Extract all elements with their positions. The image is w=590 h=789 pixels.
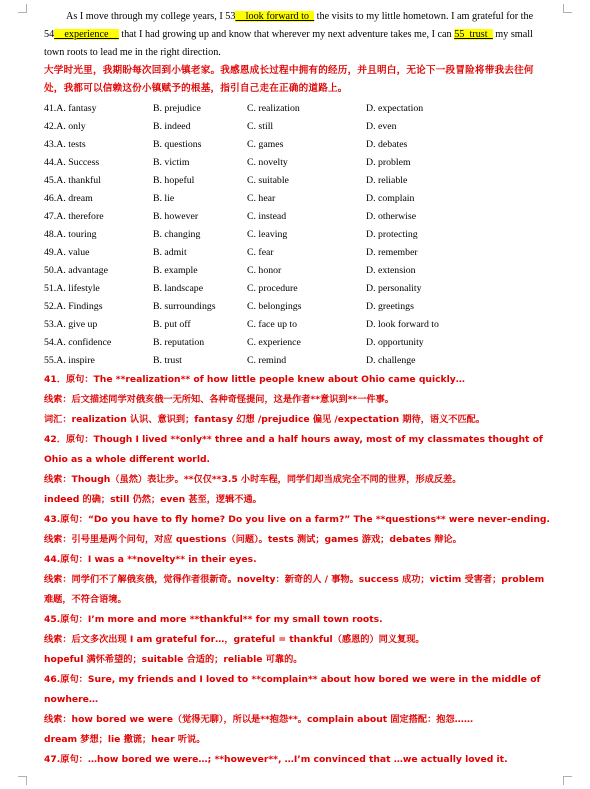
explanation-line: 46.原句：Sure, my friends and I loved to **complain** about how bored we were in the middle of nowhere… xyxy=(44,674,541,705)
option-a: 41.A. fantasy xyxy=(44,103,97,114)
page-corner-mark xyxy=(563,4,572,13)
option-a: 43.A. tests xyxy=(44,139,86,150)
option-row xyxy=(44,298,552,316)
option-d: D. complain xyxy=(366,193,415,204)
option-c: C. face up to xyxy=(247,319,298,330)
option-c: C. procedure xyxy=(247,283,298,294)
option-a: 42.A. only xyxy=(44,121,86,132)
explanation-line: 45.原句：I’m more and more **thankful** for my small town roots. xyxy=(44,614,383,625)
option-b: B. victim xyxy=(153,157,190,168)
option-row xyxy=(44,226,552,244)
option-d: D. look forward to xyxy=(366,319,439,330)
option-row xyxy=(44,190,552,208)
explanation-line: dream 梦想；lie 撒谎；hear 听说。 xyxy=(44,734,206,745)
option-c: C. fear xyxy=(247,247,274,258)
explanation-line: 线索：Though（虽然）表让步。**仅仅**3.5 小时车程，同学们却当成完全不同的世界，形成反差。 xyxy=(44,474,462,485)
option-b: B. changing xyxy=(153,229,201,240)
option-d: D. remember xyxy=(366,247,418,258)
explanation-line: 线索：后文描述同学对俄亥俄一无所知、各种奇怪提问，这是作者**意识到**一件事。 xyxy=(44,394,394,405)
option-c: C. instead xyxy=(247,211,287,222)
option-d: D. otherwise xyxy=(366,211,417,222)
option-b: B. trust xyxy=(153,355,182,366)
option-d: D. problem xyxy=(366,157,411,168)
option-c: C. honor xyxy=(247,265,282,276)
option-c: C. novelty xyxy=(247,157,288,168)
explanation-line: 线索：后文多次出现 I am grateful for…，grateful = thankful（感恩的）同义复现。 xyxy=(44,634,425,645)
passage-paragraph xyxy=(44,8,552,62)
option-a: 45.A. thankful xyxy=(44,175,101,186)
option-d: D. challenge xyxy=(366,355,416,366)
option-row xyxy=(44,172,552,190)
option-a: 49.A. value xyxy=(44,247,90,258)
explanation-line: 线索：同学们不了解俄亥俄，觉得作者很新奇。novelty：新奇的人 / 事物。success 成功；victim 受害者；problem 难题，不符合语境。 xyxy=(44,574,545,605)
option-b: B. landscape xyxy=(153,283,204,294)
option-d: D. extension xyxy=(366,265,416,276)
option-row xyxy=(44,352,552,370)
explanation-line: 47.原句：…how bored we were…; **however**, …I’m convinced that …we actually loved it. xyxy=(44,754,508,765)
option-row xyxy=(44,100,552,118)
options-list xyxy=(44,100,552,370)
explanation-line: 41．原句：The **realization** of how little people knew about Ohio came quickly… xyxy=(44,374,465,385)
option-b: B. however xyxy=(153,211,199,222)
option-row xyxy=(44,208,552,226)
option-c: C. belongings xyxy=(247,301,302,312)
answer-blank-54: __experience__ xyxy=(54,29,119,40)
option-a: 51.A. lifestyle xyxy=(44,283,100,294)
passage-text: the visits to my little hometown. I am grateful for the 54 xyxy=(44,11,534,40)
option-d: D. opportunity xyxy=(366,337,424,348)
option-a: 44.A. Success xyxy=(44,157,100,168)
option-b: B. indeed xyxy=(153,121,191,132)
explanation-line: 线索：how bored we were（觉得无聊），所以是**抱怨**。complain about 固定搭配：抱怨…… xyxy=(44,714,474,725)
answer-blank-55: 55_trust_ xyxy=(454,29,493,40)
answer-blank-53: __look forward to_ xyxy=(235,11,315,22)
option-d: D. protecting xyxy=(366,229,418,240)
option-b: B. reputation xyxy=(153,337,205,348)
option-a: 55.A. inspire xyxy=(44,355,95,366)
option-b: B. example xyxy=(153,265,198,276)
passage-text: As I move through my college years, I 53 xyxy=(66,11,236,22)
explanation-line: hopeful 满怀希望的；suitable 合适的；reliable 可靠的。 xyxy=(44,654,303,665)
option-a: 54.A. confidence xyxy=(44,337,112,348)
option-c: C. remind xyxy=(247,355,287,366)
explanation-line: indeed 的确；still 仍然；even 甚至，逻辑不通。 xyxy=(44,494,262,505)
option-c: C. realization xyxy=(247,103,300,114)
option-d: D. greetings xyxy=(366,301,414,312)
option-c: C. experience xyxy=(247,337,301,348)
page-corner-mark xyxy=(563,776,572,785)
page-corner-mark xyxy=(18,776,27,785)
option-c: C. hear xyxy=(247,193,276,204)
option-c: C. suitable xyxy=(247,175,289,186)
option-b: B. admit xyxy=(153,247,187,258)
document-page xyxy=(44,8,552,770)
option-d: D. even xyxy=(366,121,397,132)
option-b: B. hopeful xyxy=(153,175,195,186)
option-row xyxy=(44,334,552,352)
option-d: D. debates xyxy=(366,139,408,150)
option-a: 50.A. advantage xyxy=(44,265,108,276)
option-d: D. personality xyxy=(366,283,422,294)
option-row xyxy=(44,280,552,298)
passage-text: my small town roots to lead me in the right direction. xyxy=(44,29,533,58)
option-c: C. leaving xyxy=(247,229,288,240)
option-row xyxy=(44,118,552,136)
option-b: B. surroundings xyxy=(153,301,216,312)
option-a: 52.A. Findings xyxy=(44,301,103,312)
passage-text: that I had growing up and know that wherever my next adventure takes me, I can xyxy=(118,29,455,40)
chinese-translation: 大学时光里，我期盼每次回到小镇老家。我感恩成长过程中拥有的经历，并且明白，无论下一段冒险将带我去往何处，我都可以信赖这份小镇赋予的根基，指引自己走在正确的道路上。 xyxy=(44,65,534,94)
explanation-line: 43.原句：“Do you have to fly home? Do you live on a farm?” The **questions** were never-ending. xyxy=(44,514,550,525)
option-row xyxy=(44,262,552,280)
option-a: 53.A. give up xyxy=(44,319,98,330)
option-row xyxy=(44,244,552,262)
option-row xyxy=(44,154,552,172)
explanations xyxy=(44,370,552,770)
option-d: D. expectation xyxy=(366,103,424,114)
option-c: C. games xyxy=(247,139,284,150)
explanation-line: 线索：引号里是两个问句，对应 questions（问题）。tests 测试；games 游戏；debates 辩论。 xyxy=(44,534,462,545)
option-b: B. lie xyxy=(153,193,175,204)
option-a: 48.A. touring xyxy=(44,229,97,240)
option-a: 47.A. therefore xyxy=(44,211,104,222)
explanation-line: 42．原句：Though I lived **only** three and a half hours away, most of my classmates thought of Ohio as a whole different world. xyxy=(44,434,543,465)
option-b: B. prejudice xyxy=(153,103,201,114)
option-b: B. put off xyxy=(153,319,191,330)
explanation-line: 44.原句：I was a **novelty** in their eyes. xyxy=(44,554,257,565)
explanation-line: 词汇：realization 认识、意识到；fantasy 幻想 /prejudice 偏见 /expectation 期待，语义不匹配。 xyxy=(44,414,486,425)
option-b: B. questions xyxy=(153,139,202,150)
option-d: D. reliable xyxy=(366,175,408,186)
option-row xyxy=(44,136,552,154)
option-c: C. still xyxy=(247,121,274,132)
option-row xyxy=(44,316,552,334)
page-corner-mark xyxy=(18,4,27,13)
option-a: 46.A. dream xyxy=(44,193,93,204)
